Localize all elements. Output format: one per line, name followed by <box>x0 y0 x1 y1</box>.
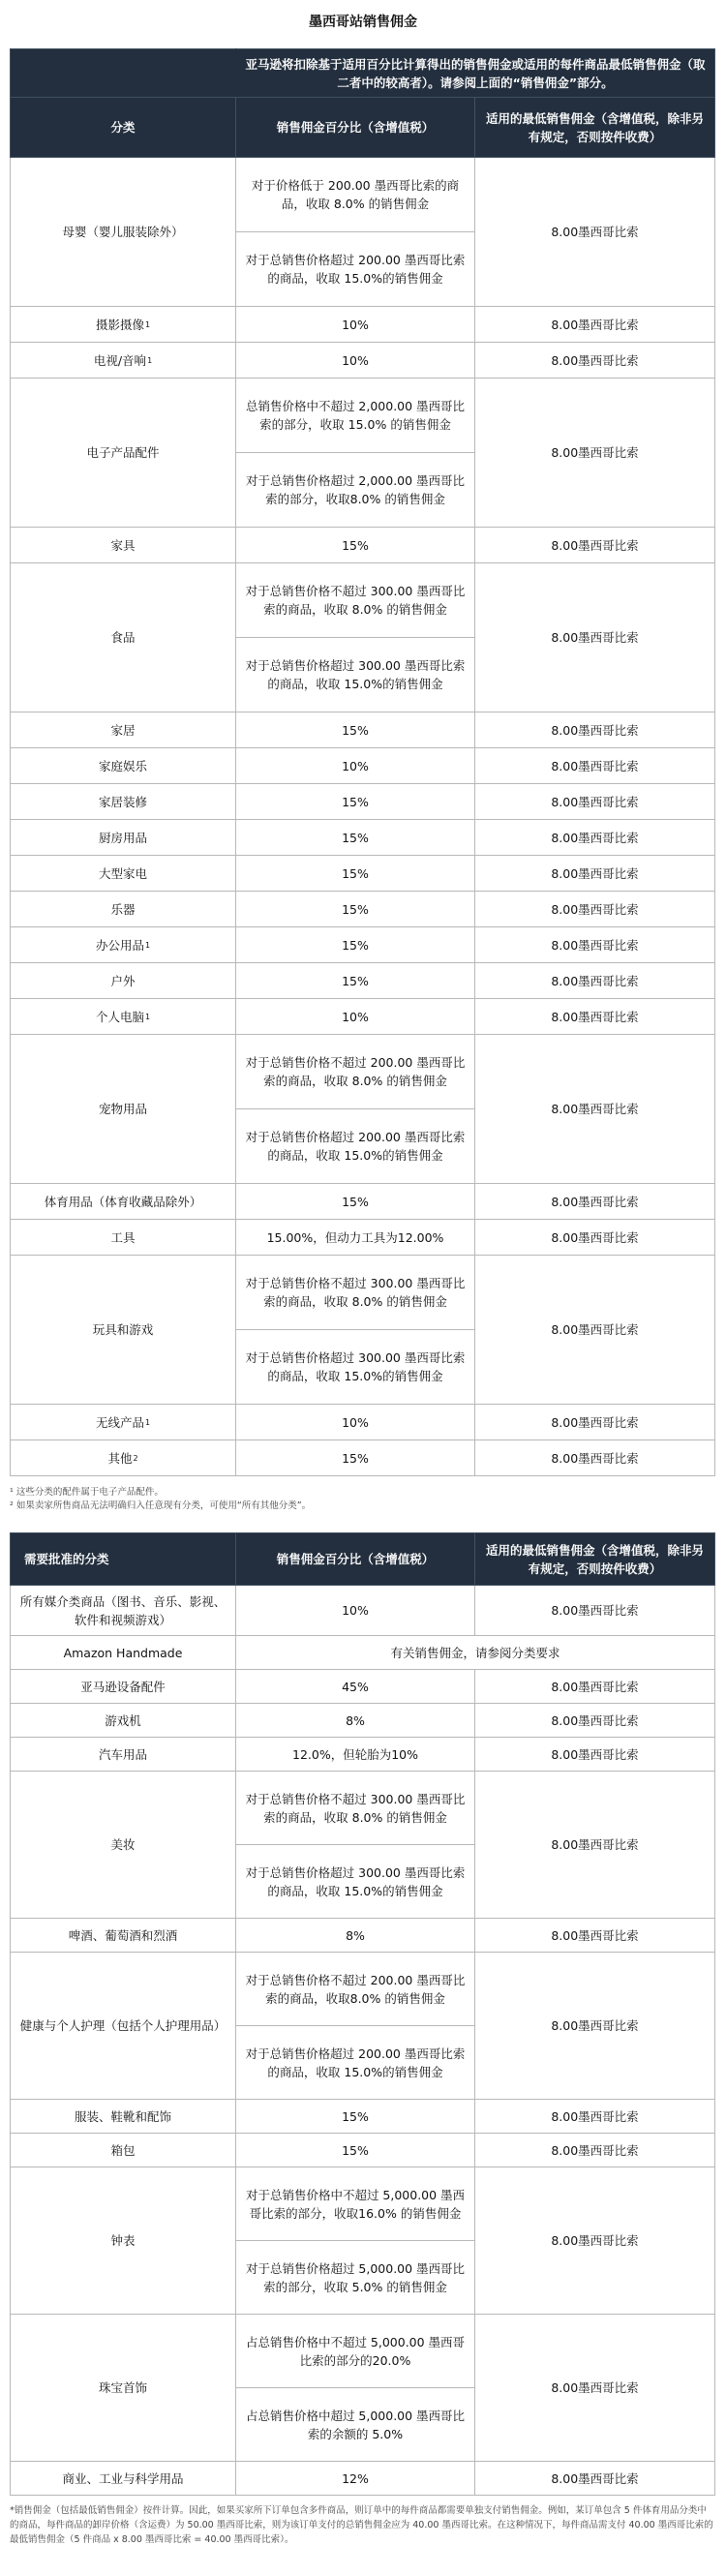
category-label: 电视/音响 <box>93 352 147 368</box>
category-cell <box>11 927 236 963</box>
category-cell <box>11 2134 236 2167</box>
footnote-marker: 1 <box>144 319 151 329</box>
min-fee-cell: 8.00墨西哥比索 <box>475 1184 715 1220</box>
category-cell <box>11 1440 236 1476</box>
category-cell <box>11 1405 236 1440</box>
table-row <box>11 158 715 232</box>
min-fee-cell: 8.00墨西哥比索 <box>475 2462 715 2496</box>
table-row <box>11 856 715 892</box>
header-fee-percent: 销售佣金百分比（含增值税） <box>236 98 475 158</box>
category-cell <box>11 963 236 999</box>
category-label: 母婴（婴儿服装除外） <box>62 225 184 239</box>
footnotes <box>10 1486 714 1513</box>
category-label: 健康与个人护理（包括个人护理用品） <box>19 2018 227 2033</box>
category-label: 厨房用品 <box>98 830 147 845</box>
footnote-1: ¹ 这些分类的配件属于电子产品配件。 <box>10 1487 164 1498</box>
fee-percent-cell: 占总销售价格中不超过 5,000.00 墨西哥比索的部分的20.0% <box>236 2315 475 2388</box>
category-label: 汽车用品 <box>98 1746 147 1762</box>
table-row <box>11 2315 715 2388</box>
fee-percent-cell: 15% <box>236 712 475 748</box>
category-cell <box>11 528 236 563</box>
min-fee-cell: 8.00墨西哥比索 <box>475 1919 715 1953</box>
min-fee-cell: 8.00墨西哥比索 <box>475 784 715 820</box>
table-row <box>11 1670 715 1704</box>
fee-percent-cell: 对于总销售价格超过 5,000.00 墨西哥比索的部分，收取 5.0% 的销售佣金 <box>236 2241 475 2315</box>
min-fee-cell: 8.00墨西哥比索 <box>475 1704 715 1738</box>
footnote-marker: 1 <box>144 1417 151 1427</box>
category-label: 摄影摄像 <box>95 317 144 332</box>
category-label: 家居装修 <box>98 794 147 809</box>
table-row <box>11 379 715 453</box>
min-fee-cell: 8.00墨西哥比索 <box>475 528 715 563</box>
min-fee-cell: 8.00墨西哥比索 <box>475 999 715 1035</box>
table-row <box>11 528 715 563</box>
category-cell <box>11 1919 236 1953</box>
footnote-marker: 1 <box>144 1012 151 1021</box>
footnote-marker: 1 <box>147 355 153 365</box>
fee-percent-cell: 对于总销售价格超过 200.00 墨西哥比索的商品，收取 15.0%的销售佣金 <box>236 232 475 307</box>
category-label: 家居 <box>110 722 136 738</box>
category-cell <box>11 1953 236 2100</box>
min-fee-cell: 8.00墨西哥比索 <box>475 712 715 748</box>
category-label: 电子产品配件 <box>86 445 160 460</box>
fee-percent-cell: 15% <box>236 784 475 820</box>
category-cell <box>11 1184 236 1220</box>
table-row <box>11 307 715 343</box>
table-row <box>11 820 715 856</box>
category-cell <box>11 1704 236 1738</box>
min-fee-cell: 8.00墨西哥比索 <box>475 1405 715 1440</box>
footnote-fee-calc: *销售佣金（包括最低销售佣金）按件计算。因此，如果买家所下订单包含多件商品，则订单中的每件商品都需要单独支付销售佣金。例如，某订单包含 5 件体育用品分类中的商品，每件商品的卸岸价格（含运费）为 50.00 墨西哥比索，则为该订单支付的总销售佣金应为 40.00 墨西哥比索。在这种情况下，每件商品需支付 40.00 墨西哥比索的最低销售佣金（5 件商品 x 8.00 墨西哥比索 = 40.00 墨西哥比索）。 <box>10 2505 713 2545</box>
fee-table-general <box>10 48 715 1476</box>
min-fee-cell: 8.00墨西哥比索 <box>475 1220 715 1256</box>
min-fee-cell: 8.00墨西哥比索 <box>475 343 715 379</box>
table-row <box>11 2167 715 2241</box>
span-note-cell: 有关销售佣金，请参阅分类要求 <box>236 1636 715 1670</box>
footnote-2: ² 如果卖家所售商品无法明确归入任意现有分类，可使用“所有其他分类”。 <box>10 1500 312 1511</box>
table-row <box>11 2462 715 2496</box>
category-cell <box>11 1772 236 1919</box>
table-row <box>11 1919 715 1953</box>
min-fee-cell: 8.00墨西哥比索 <box>475 2134 715 2167</box>
table-row <box>11 1738 715 1772</box>
category-label: 食品 <box>110 630 136 645</box>
fee-percent-cell: 15% <box>236 2100 475 2134</box>
header-min-fee: 适用的最低销售佣金（含增值税，除非另有规定，否则按件收费） <box>475 98 715 158</box>
category-label: 宠物用品 <box>98 1102 147 1116</box>
table-row <box>11 1636 715 1670</box>
category-label: 工具 <box>110 1229 136 1245</box>
category-cell <box>11 1738 236 1772</box>
category-label: 珠宝首饰 <box>98 2380 147 2395</box>
category-label: 大型家电 <box>98 865 147 881</box>
category-cell <box>11 1636 236 1670</box>
min-fee-cell: 8.00墨西哥比索 <box>475 1670 715 1704</box>
table-row <box>11 748 715 784</box>
fee-percent-cell: 对于总销售价格超过 300.00 墨西哥比索的商品，收取 15.0%的销售佣金 <box>236 638 475 712</box>
fee-percent-cell: 对于总销售价格超过 300.00 墨西哥比索的商品，收取 15.0%的销售佣金 <box>236 1845 475 1919</box>
table-row <box>11 1035 715 1109</box>
category-cell <box>11 2100 236 2134</box>
category-label: 啤酒、葡萄酒和烈酒 <box>68 1927 178 1943</box>
category-label: 钟表 <box>110 2233 136 2248</box>
table-row <box>11 1184 715 1220</box>
category-cell <box>11 1256 236 1405</box>
min-fee-cell: 8.00墨西哥比索 <box>475 892 715 927</box>
fee-percent-cell: 对于总销售价格不超过 300.00 墨西哥比索的商品，收取 8.0% 的销售佣金 <box>236 563 475 638</box>
category-label: 个人电脑 <box>95 1009 144 1024</box>
table-row <box>11 1220 715 1256</box>
min-fee-cell: 8.00墨西哥比索 <box>475 1035 715 1184</box>
fee-percent-cell: 15% <box>236 2134 475 2167</box>
category-label: 游戏机 <box>105 1712 141 1728</box>
category-cell <box>11 1586 236 1636</box>
min-fee-cell: 8.00墨西哥比索 <box>475 2100 715 2134</box>
category-cell <box>11 1220 236 1256</box>
category-cell <box>11 856 236 892</box>
intro-text: 亚马逊将扣除基于适用百分比计算得出的销售佣金或适用的每件商品最低销售佣金（取二者中的较高者）。请参阅上面的“销售佣金”部分。 <box>236 49 715 98</box>
category-cell <box>11 712 236 748</box>
min-fee-cell: 8.00墨西哥比索 <box>475 1256 715 1405</box>
table-row <box>11 1772 715 1845</box>
table-row <box>11 892 715 927</box>
category-cell <box>11 307 236 343</box>
fee-percent-cell: 总销售价格中不超过 2,000.00 墨西哥比索的部分，收取 15.0% 的销售佣金 <box>236 379 475 453</box>
footnote-marker: 1 <box>144 940 151 950</box>
min-fee-cell: 8.00墨西哥比索 <box>475 2315 715 2462</box>
page-title: 墨西哥站销售佣金 <box>309 15 417 30</box>
header-category: 分类 <box>11 98 236 158</box>
fee-percent-cell: 对于总销售价格超过 2,000.00 墨西哥比索的部分，收取8.0% 的销售佣金 <box>236 453 475 528</box>
category-cell <box>11 1035 236 1184</box>
category-label: 体育用品（体育收藏品除外） <box>44 1194 202 1209</box>
fee-percent-cell: 对于总销售价格超过 200.00 墨西哥比索的商品，收取 15.0%的销售佣金 <box>236 1109 475 1184</box>
category-cell <box>11 748 236 784</box>
intro-row <box>11 49 715 98</box>
min-fee-cell: 8.00墨西哥比索 <box>475 563 715 712</box>
fee-percent-cell: 12% <box>236 2462 475 2496</box>
category-cell <box>11 999 236 1035</box>
header-row-2 <box>11 1533 715 1586</box>
min-fee-cell: 8.00墨西哥比索 <box>475 1953 715 2100</box>
table-row <box>11 999 715 1035</box>
category-cell <box>11 784 236 820</box>
min-fee-cell: 8.00墨西哥比索 <box>475 963 715 999</box>
fee-percent-cell: 10% <box>236 999 475 1035</box>
fee-percent-cell: 15% <box>236 963 475 999</box>
min-fee-cell: 8.00墨西哥比索 <box>475 2167 715 2315</box>
header-approval-category: 需要批准的分类 <box>11 1533 236 1586</box>
footnote-marker: 2 <box>133 1453 138 1463</box>
fee-percent-cell: 对于价格低于 200.00 墨西哥比索的商品，收取 8.0% 的销售佣金 <box>236 158 475 232</box>
table-row <box>11 784 715 820</box>
table-row <box>11 343 715 379</box>
category-label: 美妆 <box>110 1837 136 1852</box>
table-row <box>11 1953 715 2026</box>
table-row <box>11 1405 715 1440</box>
category-label: 玩具和游戏 <box>92 1322 154 1337</box>
min-fee-cell: 8.00墨西哥比索 <box>475 1738 715 1772</box>
fee-percent-cell: 15% <box>236 820 475 856</box>
fee-percent-cell: 45% <box>236 1670 475 1704</box>
category-label: 无线产品 <box>95 1414 144 1430</box>
category-label: 亚马逊设备配件 <box>80 1679 166 1694</box>
category-label: 服装、鞋靴和配饰 <box>74 2108 171 2124</box>
fee-percent-cell: 15% <box>236 856 475 892</box>
category-label: 箱包 <box>110 2142 136 2158</box>
fee-percent-cell: 对于总销售价格超过 300.00 墨西哥比索的商品，收取 15.0%的销售佣金 <box>236 1330 475 1405</box>
min-fee-cell: 8.00墨西哥比索 <box>475 158 715 307</box>
min-fee-cell: 8.00墨西哥比索 <box>475 307 715 343</box>
category-cell <box>11 2167 236 2315</box>
category-label: 乐器 <box>110 901 136 917</box>
category-cell <box>11 343 236 379</box>
category-cell <box>11 2462 236 2496</box>
category-cell <box>11 563 236 712</box>
category-cell <box>11 820 236 856</box>
fee-percent-cell: 对于总销售价格不超过 300.00 墨西哥比索的商品，收取 8.0% 的销售佣金 <box>236 1772 475 1845</box>
min-fee-cell: 8.00墨西哥比索 <box>475 856 715 892</box>
category-cell <box>11 892 236 927</box>
table-row <box>11 927 715 963</box>
fee-percent-cell: 10% <box>236 1405 475 1440</box>
fee-percent-cell: 10% <box>236 1586 475 1636</box>
table-row <box>11 563 715 638</box>
table-row <box>11 1256 715 1330</box>
fee-percent-cell: 15% <box>236 528 475 563</box>
header-min-fee-2: 适用的最低销售佣金（含增值税，除非另有规定，否则按件收费） <box>475 1533 715 1586</box>
min-fee-cell: 8.00墨西哥比索 <box>475 1772 715 1919</box>
category-label: 所有媒介类商品（图书、音乐、影视、软件和视频游戏） <box>19 1593 227 1627</box>
table-row <box>11 1704 715 1738</box>
header-row <box>11 98 715 158</box>
header-fee-percent-2: 销售佣金百分比（含增值税） <box>236 1533 475 1586</box>
fee-percent-cell: 15% <box>236 1184 475 1220</box>
fee-percent-cell: 对于总销售价格不超过 200.00 墨西哥比索的商品，收取8.0% 的销售佣金 <box>236 1953 475 2026</box>
min-fee-cell: 8.00墨西哥比索 <box>475 748 715 784</box>
fee-percent-cell: 12.0%，但轮胎为10% <box>236 1738 475 1772</box>
fee-percent-cell: 15.00%，但动力工具为12.00% <box>236 1220 475 1256</box>
table-row <box>11 2134 715 2167</box>
table-row <box>11 2100 715 2134</box>
fee-percent-cell: 8% <box>236 1919 475 1953</box>
fee-percent-cell: 15% <box>236 927 475 963</box>
category-cell <box>11 2315 236 2462</box>
min-fee-cell: 8.00墨西哥比索 <box>475 820 715 856</box>
fee-percent-cell: 占总销售价格中超过 5,000.00 墨西哥比索的余额的 5.0% <box>236 2388 475 2462</box>
min-fee-cell: 8.00墨西哥比索 <box>475 379 715 528</box>
min-fee-cell: 8.00墨西哥比索 <box>475 1586 715 1636</box>
fee-percent-cell: 8% <box>236 1704 475 1738</box>
fee-percent-cell: 10% <box>236 307 475 343</box>
fee-percent-cell: 15% <box>236 1440 475 1476</box>
min-fee-cell: 8.00墨西哥比索 <box>475 1440 715 1476</box>
category-label: 家庭娱乐 <box>98 758 147 773</box>
category-label: 其他 <box>107 1450 133 1466</box>
table-row <box>11 963 715 999</box>
fee-percent-cell: 15% <box>236 892 475 927</box>
category-label: 家具 <box>110 537 136 553</box>
table-row <box>11 1586 715 1636</box>
category-label: 商业、工业与科学用品 <box>62 2470 184 2486</box>
min-fee-cell: 8.00墨西哥比索 <box>475 927 715 963</box>
category-label: 办公用品 <box>95 937 144 953</box>
fee-percent-cell: 对于总销售价格不超过 200.00 墨西哥比索的商品，收取 8.0% 的销售佣金 <box>236 1035 475 1109</box>
fee-percent-cell: 对于总销售价格超过 200.00 墨西哥比索的商品，收取 15.0%的销售佣金 <box>236 2026 475 2100</box>
fee-percent-cell: 10% <box>236 748 475 784</box>
category-cell <box>11 158 236 307</box>
category-cell <box>11 1670 236 1704</box>
fee-percent-cell: 对于总销售价格中不超过 5,000.00 墨西哥比索的部分，收取16.0% 的销售佣金 <box>236 2167 475 2241</box>
fee-percent-cell: 对于总销售价格不超过 300.00 墨西哥比索的商品，收取 8.0% 的销售佣金 <box>236 1256 475 1330</box>
fee-table-approval <box>10 1532 715 2496</box>
category-cell <box>11 379 236 528</box>
category-label: Amazon Handmade <box>63 1645 183 1660</box>
table-row <box>11 1440 715 1476</box>
table-row <box>11 712 715 748</box>
fee-percent-cell: 10% <box>236 343 475 379</box>
category-label: 户外 <box>110 973 136 988</box>
